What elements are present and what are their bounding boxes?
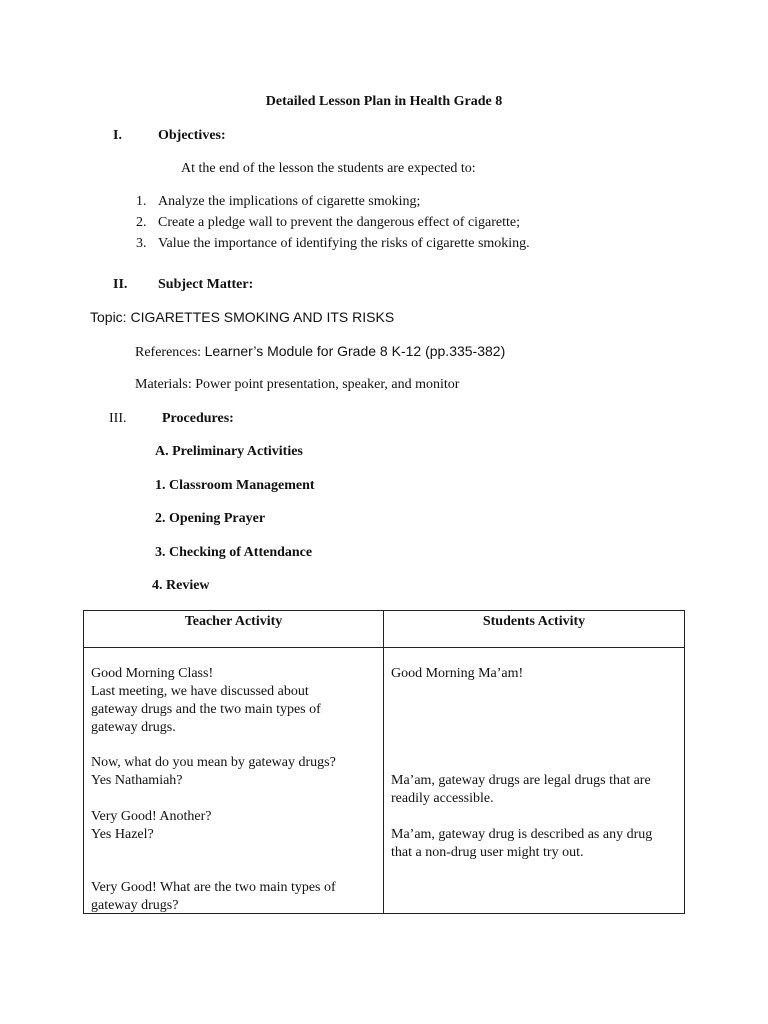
teacher-line: Now, what do you mean by gateway drugs?: [91, 755, 336, 770]
section-numeral-objectives: I.: [113, 128, 122, 143]
student-line: Ma’am, gateway drugs are legal drugs that are: [391, 773, 651, 788]
topic-line: Topic: CIGARETTES SMOKING AND ITS RISKS: [90, 309, 395, 325]
procedure-item: 3. Checking of Attendance: [155, 545, 313, 560]
student-line: readily accessible.: [391, 791, 494, 806]
procedure-item: A. Preliminary Activities: [155, 444, 303, 459]
teacher-line: Good Morning Class!: [91, 666, 214, 681]
teacher-line: Yes Hazel?: [91, 827, 154, 842]
document-title: Detailed Lesson Plan in Health Grade 8: [265, 94, 503, 109]
table-header-divider: [84, 647, 684, 648]
table-header-teacher: Teacher Activity: [184, 614, 283, 629]
section-numeral-subject-matter: II.: [113, 277, 128, 292]
teacher-line: gateway drugs.: [91, 720, 176, 735]
objective-number: 3.: [136, 236, 147, 251]
section-heading-objectives: Objectives:: [158, 128, 226, 143]
activity-table: [83, 610, 685, 914]
section-heading-subject-matter: Subject Matter:: [158, 277, 254, 292]
references-line: [135, 343, 505, 361]
references-value: Learner’s Module for Grade 8 K-12 (pp.335-382): [204, 343, 506, 359]
objectives-intro: At the end of the lesson the students are expected to:: [181, 161, 476, 176]
teacher-line: gateway drugs?: [91, 898, 179, 913]
procedure-item: 2. Opening Prayer: [155, 511, 266, 526]
teacher-line: Last meeting, we have discussed about: [91, 684, 309, 699]
section-heading-procedures: Procedures:: [162, 411, 234, 426]
references-label: References:: [135, 345, 205, 360]
objective-number: 1.: [136, 194, 147, 209]
objective-text: Create a pledge wall to prevent the dangerous effect of cigarette;: [158, 215, 521, 230]
procedure-item: 4. Review: [152, 578, 210, 593]
objective-text: Analyze the implications of cigarette smoking;: [158, 194, 421, 209]
student-line: Ma’am, gateway drug is described as any drug: [391, 827, 653, 842]
table-column-divider: [383, 611, 384, 913]
table-header-students: Students Activity: [482, 614, 586, 629]
teacher-line: gateway drugs and the two main types of: [91, 702, 321, 717]
teacher-line: Yes Nathamiah?: [91, 773, 183, 788]
student-line: Good Morning Ma’am!: [391, 666, 524, 681]
teacher-line: Very Good! What are the two main types of: [91, 880, 336, 895]
student-line: that a non-drug user might try out.: [391, 845, 584, 860]
objective-text: Value the importance of identifying the risks of cigarette smoking.: [158, 236, 530, 251]
section-numeral-procedures: III.: [109, 411, 127, 426]
teacher-line: Very Good! Another?: [91, 809, 212, 824]
procedure-item: 1. Classroom Management: [155, 478, 315, 493]
objective-number: 2.: [136, 215, 147, 230]
materials-line: Materials: Power point presentation, speaker, and monitor: [135, 377, 460, 392]
